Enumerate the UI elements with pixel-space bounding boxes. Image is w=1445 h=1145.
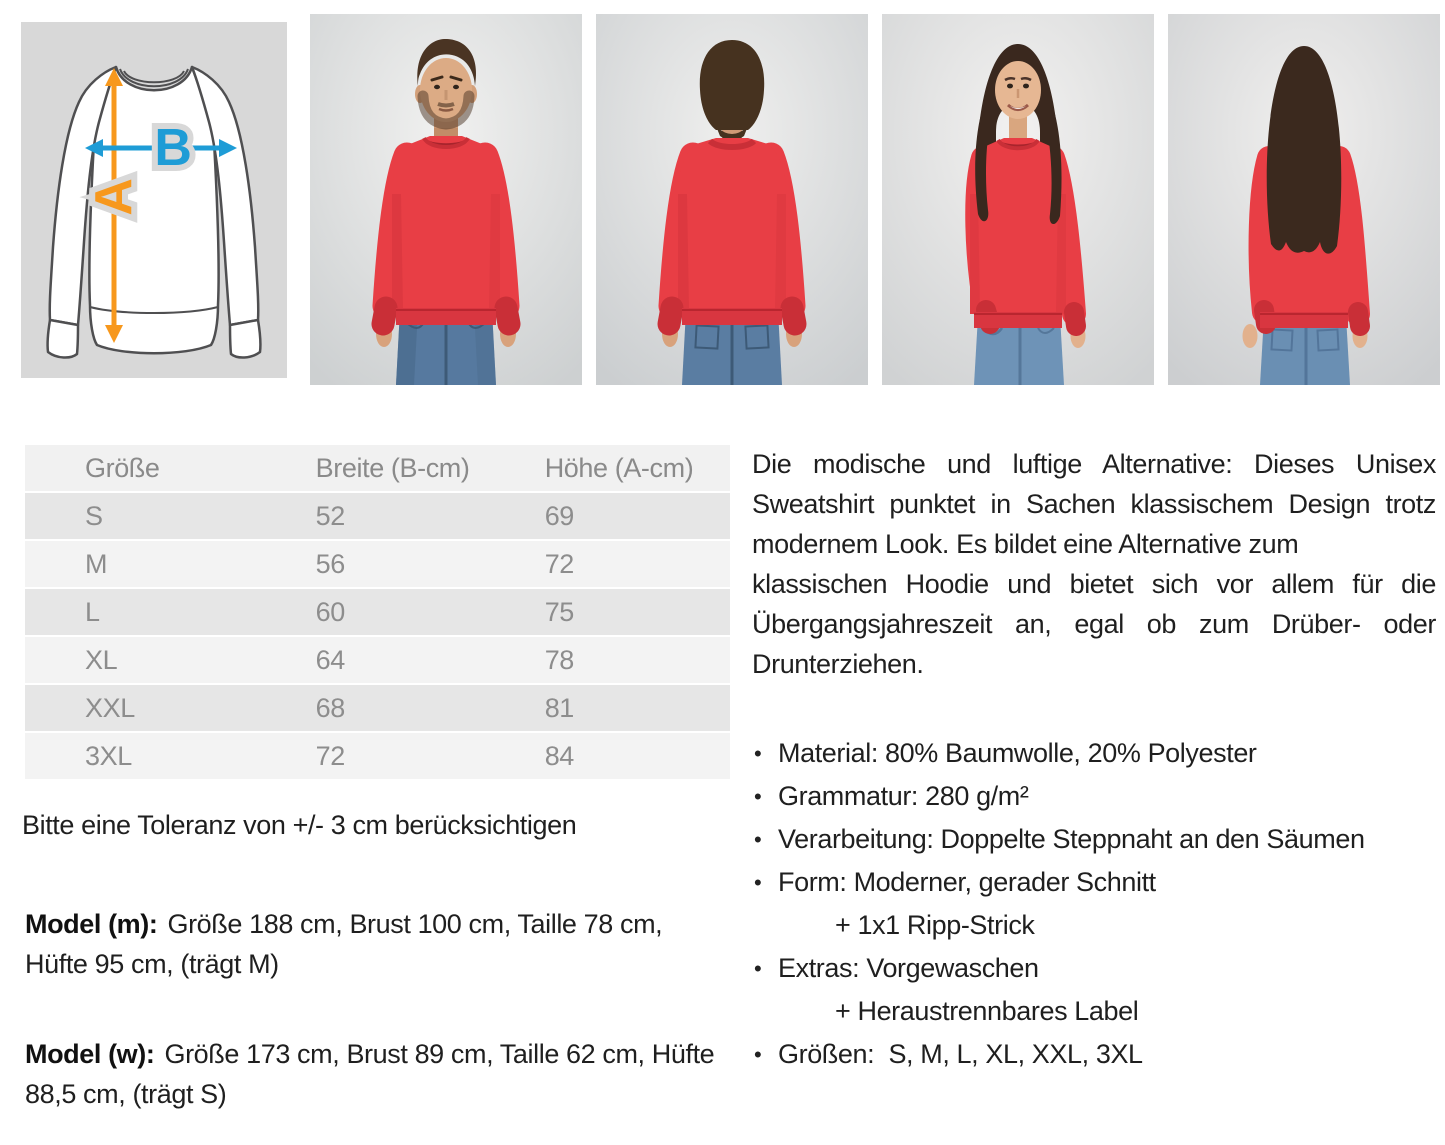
sweatshirt-front: [383, 136, 509, 325]
woman-back-illustration: [1168, 14, 1440, 385]
bullet-icon: •: [754, 1042, 762, 1067]
man-back-illustration: [596, 14, 868, 385]
feature-text: Verarbeitung: Doppelte Steppnaht an den Säumen: [778, 824, 1365, 854]
cell-size: 3XL: [25, 732, 316, 779]
feature-text: Material: 80% Baumwolle, 20% Polyester: [778, 738, 1257, 768]
photo-woman-back: [1168, 14, 1440, 385]
feature-groessen: [752, 1033, 1442, 1076]
photo-man-front: [310, 14, 582, 385]
description-line: klassischen Hoodie und bietet sich vor allem für die: [752, 569, 1436, 599]
cell-size: XL: [25, 636, 316, 684]
model-m-measurements: Größe 188 cm, Brust 100 cm, Taille 78 cm, Hüfte 95 cm, (trägt M): [25, 909, 663, 979]
table-row: [25, 492, 730, 540]
measure-a-label: A: [85, 178, 143, 216]
description-line: modernem Look. Es bildet eine Alternative zum: [752, 529, 1299, 559]
description-line: Die modische und luftige Alternative: Dieses Unisex: [752, 449, 1436, 479]
cell-size: S: [25, 492, 316, 540]
table-row: [25, 732, 730, 779]
sweatshirt-back: [669, 138, 795, 325]
bullet-icon: •: [754, 956, 762, 981]
table-row: [25, 684, 730, 732]
feature-text: Größen: S, M, L, XL, XXL, 3XL: [778, 1039, 1143, 1069]
description-line: Übergangsjahreszeit an, egal ob zum Drüber- oder: [752, 609, 1436, 639]
table-row: [25, 588, 730, 636]
cell-width: 56: [316, 540, 545, 588]
model-m-info: [25, 904, 730, 984]
cell-width: 52: [316, 492, 545, 540]
cell-height: 78: [545, 636, 730, 684]
col-header-width: Breite (B-cm): [316, 444, 545, 492]
model-w-measurements: Größe 173 cm, Brust 89 cm, Taille 62 cm, Hüfte 88,5 cm, (trägt S): [25, 1039, 715, 1109]
feature-form: [752, 861, 1442, 947]
product-description: [752, 444, 1436, 684]
cell-height: 69: [545, 492, 730, 540]
table-row: [25, 540, 730, 588]
feature-text: Form: Moderner, gerader Schnitt: [778, 867, 1156, 897]
table-row: [25, 636, 730, 684]
cell-height: 81: [545, 684, 730, 732]
feature-text: Grammatur: 280 g/m²: [778, 781, 1029, 811]
man-front-illustration: [310, 14, 582, 385]
model-m-label: Model (m):: [25, 909, 158, 939]
model-w-label: Model (w):: [25, 1039, 155, 1069]
size-table: [25, 443, 730, 779]
feature-extras: [752, 947, 1442, 1033]
cell-height: 72: [545, 540, 730, 588]
col-header-size: Größe: [25, 444, 316, 492]
cell-height: 75: [545, 588, 730, 636]
feature-extras-extra: + Heraustrennbares Label: [835, 996, 1139, 1026]
bullet-icon: •: [754, 870, 762, 895]
photo-man-back: [596, 14, 868, 385]
diagram-right-cuff: [230, 320, 260, 358]
feature-form-extra: + 1x1 Ripp-Strick: [835, 910, 1035, 940]
diagram-left-cuff: [48, 320, 78, 358]
cell-width: 68: [316, 684, 545, 732]
feature-verarbeitung: [752, 818, 1442, 861]
feature-grammatur: [752, 775, 1442, 818]
size-diagram: [21, 22, 287, 378]
bullet-icon: •: [754, 741, 762, 766]
cell-size: L: [25, 588, 316, 636]
size-table-header: [25, 444, 730, 492]
feature-material: [752, 732, 1442, 775]
man-back-hair: [700, 40, 764, 130]
tolerance-note: Bitte eine Toleranz von +/- 3 cm berücksichtigen: [22, 810, 577, 840]
cell-width: 64: [316, 636, 545, 684]
cell-width: 72: [316, 732, 545, 779]
description-line: Sweatshirt punktet in Sachen klassischem Design trotz: [752, 489, 1436, 519]
col-header-height: Höhe (A-cm): [545, 444, 730, 492]
bullet-icon: •: [754, 827, 762, 852]
cell-height: 84: [545, 732, 730, 779]
cell-width: 60: [316, 588, 545, 636]
cell-size: XXL: [25, 684, 316, 732]
bullet-icon: •: [754, 784, 762, 809]
measure-b-label: B: [154, 119, 192, 177]
cell-size: M: [25, 540, 316, 588]
size-diagram-graphic: [21, 22, 287, 378]
photo-woman-front: [882, 14, 1154, 385]
feature-list: [752, 732, 1442, 1076]
woman-front-illustration: [882, 14, 1154, 385]
model-w-info: [25, 1034, 730, 1114]
description-line: Drunterziehen.: [752, 649, 924, 679]
feature-text: Extras: Vorgewaschen: [778, 953, 1039, 983]
